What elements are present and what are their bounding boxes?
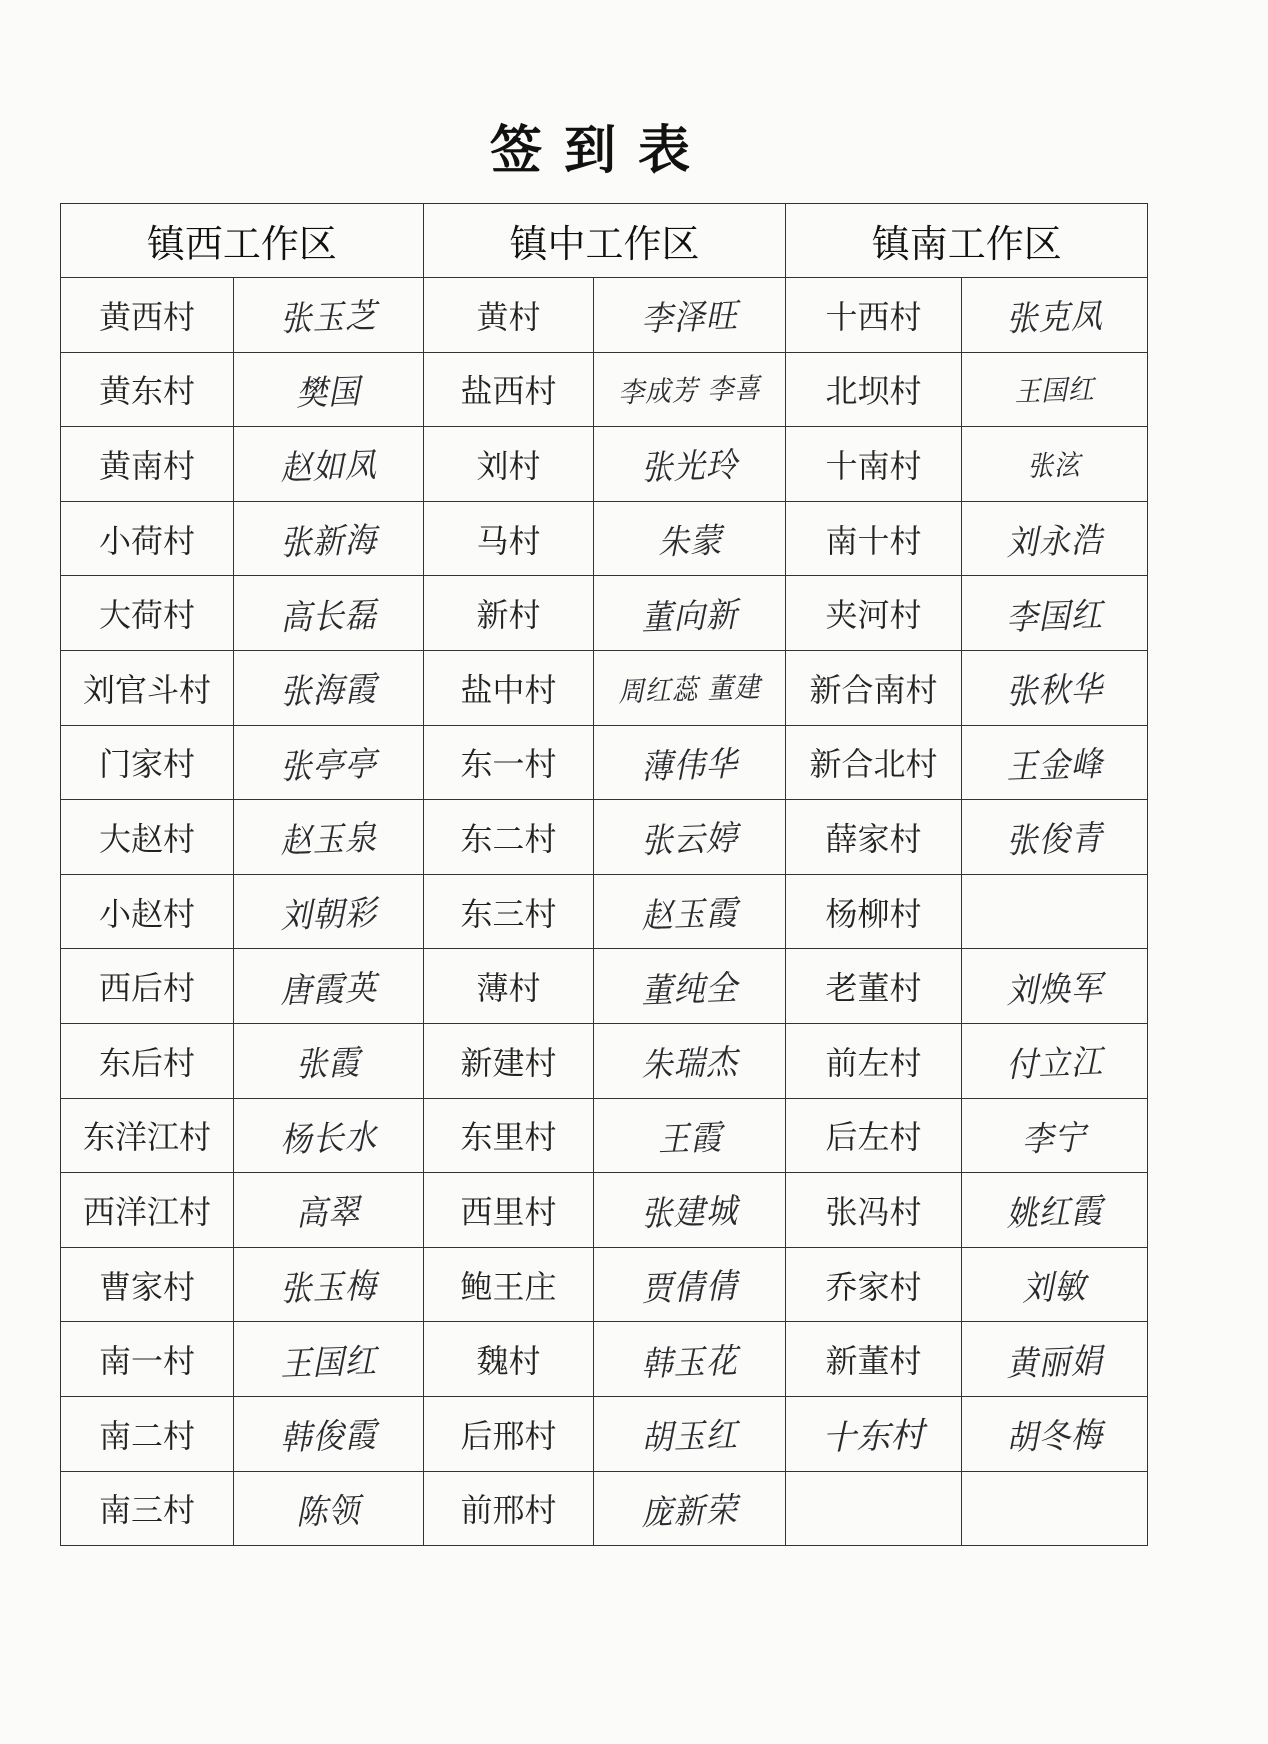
village-name: 刘村 [476,446,541,485]
village-cell [786,949,961,1024]
village-cell [423,1173,594,1248]
village-cell [423,874,594,949]
signature-cell [594,1173,786,1248]
village-cell [423,1247,594,1322]
header-row [61,204,1148,278]
signature-cell [594,501,786,576]
signature: 李国红 [1005,594,1104,639]
village-cell [786,1471,961,1546]
table-row [61,800,1148,875]
village-cell [61,352,234,427]
village-name: 前邢村 [460,1491,557,1530]
signature: 王国红 [279,1340,378,1385]
signature: 高长磊 [279,594,378,639]
sign-in-table [60,203,1148,1546]
signature-cell [961,1471,1147,1546]
signature: 付立江 [1005,1042,1104,1086]
signature: 韩俊霞 [279,1415,378,1459]
signature: 黄丽娟 [1005,1340,1104,1385]
village-cell [786,1098,961,1173]
village-name: 小荷村 [98,521,195,560]
signature: 刘敏 [1021,1266,1088,1310]
village-name: 西里村 [460,1192,557,1231]
signature: 张新海 [279,520,378,564]
signature-cell [594,1098,786,1173]
signature-cell [961,1173,1147,1248]
table-row [61,1173,1148,1248]
village-name: 马村 [476,521,541,560]
signature: 张亭亭 [279,744,378,788]
signature-cell [233,427,423,502]
village-name: 东一村 [460,745,557,784]
village-cell [61,650,234,725]
signature: 赵如凤 [279,445,378,490]
table-row [61,1471,1148,1546]
signature: 董纯全 [641,967,739,1012]
village-name: 新合南村 [809,670,938,709]
signature-cell [594,427,786,502]
village-name: 黄西村 [98,297,195,336]
village-cell [61,576,234,651]
signature: 薄伟华 [641,744,739,788]
table-row [61,352,1148,427]
village-name: 黄东村 [98,372,195,411]
village-cell [61,1322,234,1397]
village-cell [423,1322,594,1397]
village-cell [786,576,961,651]
signature-cell [961,576,1147,651]
village-name: 乔家村 [825,1267,922,1306]
village-name: 东三村 [460,894,557,933]
signature-cell [233,1471,423,1546]
signature: 赵玉泉 [279,818,378,863]
village-name: 西后村 [98,969,195,1008]
village-cell [423,1471,594,1546]
village-cell [61,278,234,353]
signature: 张光玲 [641,445,739,490]
signature-cell [961,278,1147,353]
signature: 张建城 [641,1191,739,1236]
village-name: 曹家村 [98,1267,195,1306]
signature-cell [594,874,786,949]
table-row [61,650,1148,725]
village-cell [786,800,961,875]
village-name: 新村 [476,596,541,635]
signature-cell [233,949,423,1024]
village-name: 薄村 [476,969,541,1008]
village-name: 西洋江村 [82,1192,211,1231]
table-row [61,278,1148,353]
village-cell [786,1322,961,1397]
signature: 王国红 [1013,373,1095,409]
signature: 刘永浩 [1005,520,1104,564]
signature-cell [233,1396,423,1471]
village-cell [786,650,961,725]
header-west-area: 镇西工作区 [61,204,424,278]
village-cell [423,427,594,502]
village-cell [786,352,961,427]
village-cell [423,278,594,353]
village-name: 北坝村 [825,372,922,411]
village-cell [786,1023,961,1098]
signature-cell [961,427,1147,502]
village-cell [423,949,594,1024]
village-name: 小赵村 [98,894,195,933]
signature-cell [594,1322,786,1397]
village-name: 新合北村 [809,745,938,784]
village-name: 东洋江村 [82,1118,211,1157]
signature: 胡冬梅 [1005,1415,1104,1459]
signature: 唐霞英 [279,967,378,1012]
signature: 韩玉花 [641,1340,739,1385]
table-row [61,501,1148,576]
signature-cell [961,352,1147,427]
signature-cell [233,1247,423,1322]
signature-cell [961,1023,1147,1098]
signature: 刘朝彩 [279,893,378,937]
village-name: 老董村 [825,969,922,1008]
signature-cell [233,1322,423,1397]
village-name: 南十村 [825,521,922,560]
signature: 贾倩倩 [641,1266,739,1310]
table-row [61,427,1148,502]
signature-cell [594,949,786,1024]
header-south-area: 镇南工作区 [786,204,1148,278]
signature: 张玉梅 [279,1266,378,1310]
village-cell [786,278,961,353]
header-central-area: 镇中工作区 [423,204,786,278]
signature: 王金峰 [1005,744,1104,788]
table-row [61,725,1148,800]
signature: 张玉芝 [279,296,378,340]
signature: 张霞 [295,1043,362,1086]
table-body [61,278,1148,1546]
signature: 董向新 [641,594,739,639]
signature-cell [961,800,1147,875]
signature-cell [961,949,1147,1024]
signature-cell [233,1023,423,1098]
signature: 张海霞 [279,669,378,713]
signature-cell [233,800,423,875]
signature: 陈领 [295,1490,362,1533]
village-cell [423,725,594,800]
signature: 李宁 [1021,1117,1088,1160]
signature-cell [594,352,786,427]
signature-cell [594,278,786,353]
signature-cell [594,1471,786,1546]
village-cell [786,501,961,576]
village-cell [423,1098,594,1173]
signature-cell [594,576,786,651]
village-name: 后邢村 [460,1416,557,1455]
signature-cell [233,501,423,576]
signature-cell [961,1322,1147,1397]
village-cell [61,874,234,949]
signature: 张泫 [1027,448,1082,483]
village-name-handwritten: 十东村 [821,1415,926,1459]
village-cell [786,1396,961,1471]
signature-cell [961,1396,1147,1471]
signature: 赵玉霞 [641,893,739,937]
table-row [61,1098,1148,1173]
village-cell [61,725,234,800]
village-cell [61,1471,234,1546]
signature-cell [594,1247,786,1322]
village-name: 前左村 [825,1043,922,1082]
table-row [61,874,1148,949]
signature: 高翠 [295,1192,362,1235]
signature-cell [233,576,423,651]
signature: 胡玉红 [641,1415,739,1459]
signature: 李泽旺 [641,296,739,340]
signature: 朱蒙 [657,520,723,564]
signature-cell [961,1247,1147,1322]
village-name: 东二村 [460,819,557,858]
signature-cell [594,1023,786,1098]
signature-cell [233,1098,423,1173]
village-name: 大赵村 [98,819,195,858]
table-row [61,1396,1148,1471]
village-name: 杨柳村 [825,894,922,933]
signature: 姚红霞 [1005,1191,1104,1236]
village-name: 东后村 [98,1043,195,1082]
village-name: 盐中村 [460,670,557,709]
village-cell [786,427,961,502]
village-cell [423,1023,594,1098]
signature-cell [961,874,1147,949]
signature: 张秋华 [1005,669,1104,713]
village-name: 鲍王庄 [460,1267,557,1306]
village-name: 门家村 [98,745,195,784]
village-name: 黄南村 [98,446,195,485]
signature-cell [233,1173,423,1248]
signature-cell [233,278,423,353]
village-cell [423,650,594,725]
signature-cell [961,501,1147,576]
village-cell [423,501,594,576]
village-cell [423,352,594,427]
village-name: 盐西村 [460,372,557,411]
village-name: 大荷村 [98,596,195,635]
signature-cell [594,1396,786,1471]
village-cell [61,1173,234,1248]
village-name: 夹河村 [825,596,922,635]
village-cell [61,800,234,875]
village-cell [61,1098,234,1173]
village-cell [786,1247,961,1322]
village-name: 东里村 [460,1118,557,1157]
village-cell [61,1247,234,1322]
village-name: 后左村 [825,1118,922,1157]
village-cell [786,1173,961,1248]
table-row [61,949,1148,1024]
signature-cell [594,725,786,800]
table-row [61,576,1148,651]
signature: 李成芳 李喜 [618,371,762,410]
signature: 杨长水 [279,1117,378,1161]
signature: 刘焕军 [1005,967,1104,1012]
signature: 朱瑞杰 [641,1042,739,1086]
village-cell [786,725,961,800]
village-name: 魏村 [476,1342,541,1381]
village-name: 新建村 [460,1043,557,1082]
village-name: 黄村 [476,297,541,336]
village-name: 南二村 [98,1416,195,1455]
signature-cell [233,725,423,800]
village-name: 张冯村 [825,1192,922,1231]
signature-cell [961,1098,1147,1173]
village-cell [61,501,234,576]
table-row [61,1322,1148,1397]
village-cell [786,874,961,949]
signature: 庞新荣 [641,1490,739,1534]
signature-cell [594,650,786,725]
page-title: 签到表 [489,120,712,181]
village-cell [423,1396,594,1471]
village-name: 南三村 [98,1491,195,1530]
village-cell [423,576,594,651]
signature: 张云婷 [641,818,739,863]
signature: 樊国 [295,371,362,415]
village-cell [61,427,234,502]
signature: 张俊青 [1005,818,1104,863]
village-name: 十南村 [825,446,922,485]
signature-cell [233,352,423,427]
village-name: 刘官斗村 [82,670,211,709]
village-name: 十西村 [825,297,922,336]
signature-cell [594,800,786,875]
village-name: 薛家村 [825,819,922,858]
village-cell [61,1023,234,1098]
signature: 王霞 [657,1117,723,1160]
table-row [61,1023,1148,1098]
village-cell [61,1396,234,1471]
signature-cell [961,650,1147,725]
signature-cell [233,874,423,949]
village-cell [61,949,234,1024]
signature-cell [233,650,423,725]
village-name: 新董村 [825,1342,922,1381]
signature-cell [961,725,1147,800]
village-name: 南一村 [98,1342,195,1381]
signature: 张克凤 [1005,296,1104,340]
signature: 周红蕊 董建 [618,670,762,709]
village-cell [423,800,594,875]
table-row [61,1247,1148,1322]
